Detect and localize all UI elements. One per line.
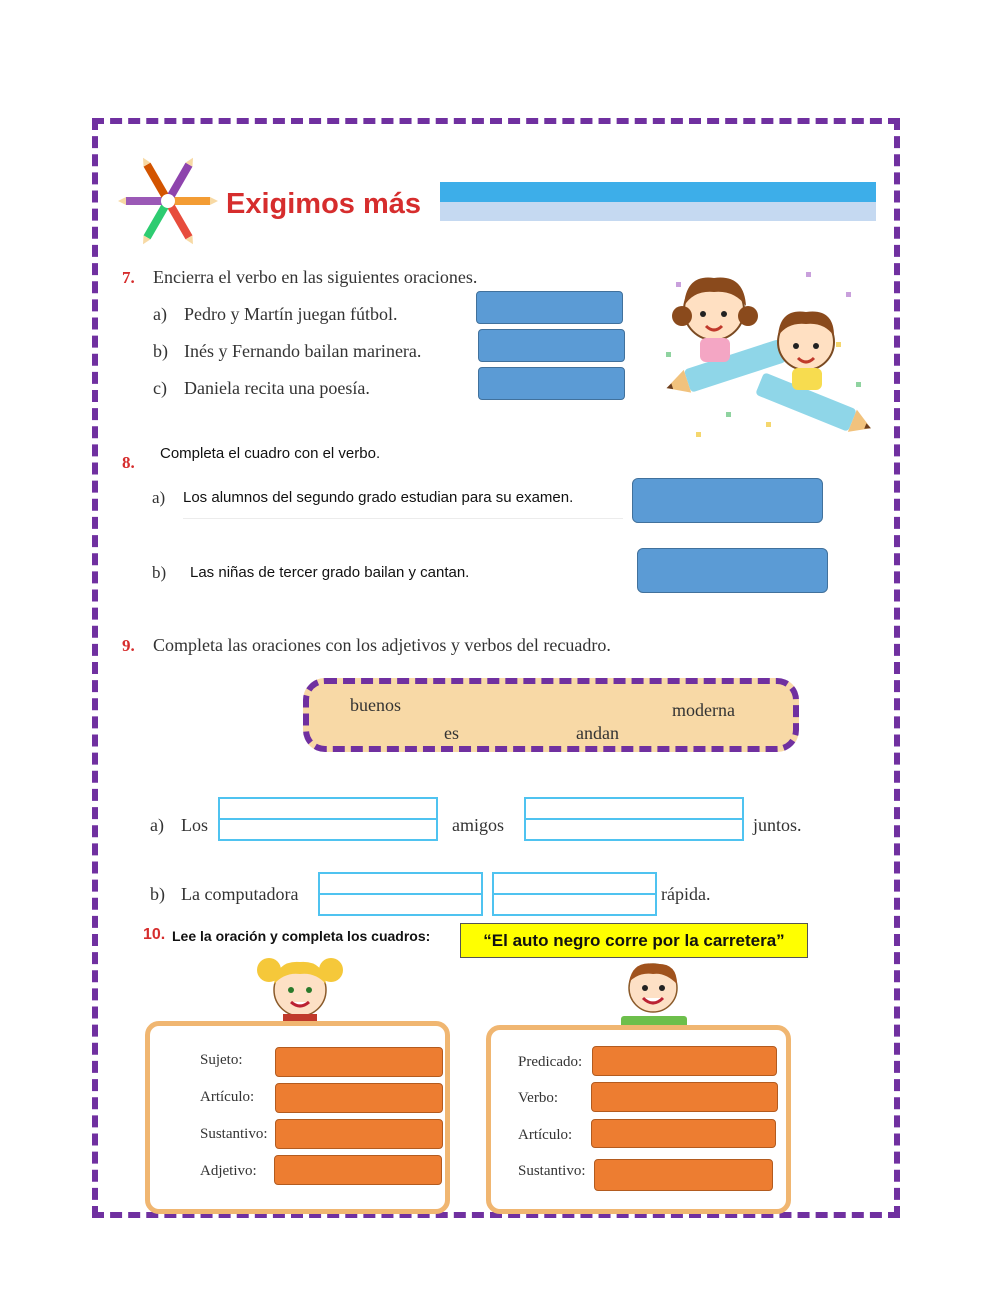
q8-number: 8. [122, 453, 135, 472]
boy-character-illustration [605, 958, 695, 1030]
answer-predicado-box[interactable] [592, 1046, 777, 1076]
q9-line-b-letter: b) [150, 884, 165, 904]
q9-line-b-end: rápida. [661, 884, 711, 904]
q7-answer-c-box[interactable] [478, 367, 625, 400]
section-title: Exigimos más [226, 188, 422, 220]
q7-item-c-text: Daniela recita una poesía. [184, 378, 370, 398]
q9-a-blank-1-bottom[interactable] [218, 818, 438, 841]
q9-a-blank-2-top[interactable] [524, 797, 744, 820]
q10-prompt: Lee la oración y completa los cuadros: [172, 928, 431, 944]
label-sustantivo-left: Sustantivo: [200, 1126, 268, 1142]
q8-item-b-text: Las niñas de tercer grado bailan y cantan. [190, 564, 470, 581]
label-predicado: Predicado: [518, 1054, 583, 1070]
q9-line-a-middle: amigos [452, 815, 504, 835]
word-bank-buenos: buenos [350, 695, 401, 715]
q7-item-a-text: Pedro y Martín juegan fútbol. [184, 304, 398, 324]
q7-item-a-letter: a) [153, 304, 167, 324]
q9-b-blank-1-top[interactable] [318, 872, 483, 895]
q9-a-blank-2-bottom[interactable] [524, 818, 744, 841]
answer-sujeto-box[interactable] [275, 1047, 443, 1077]
q10-sentence-box: “El auto negro corre por la carretera” [460, 923, 808, 958]
q10-number: 10. [143, 926, 166, 943]
word-bank-es: es [444, 723, 459, 743]
answer-sustantivo-right-box[interactable] [594, 1159, 773, 1191]
q7-prompt: Encierra el verbo en las siguientes oraciones. [153, 267, 478, 287]
label-sustantivo-right: Sustantivo: [518, 1163, 586, 1179]
label-sujeto: Sujeto: [200, 1052, 243, 1068]
answer-articulo-right-box[interactable] [591, 1119, 776, 1148]
q9-prompt: Completa las oraciones con los adjetivos y verbos del recuadro. [153, 635, 611, 655]
q9-b-blank-2-bottom[interactable] [492, 893, 657, 916]
kids-on-pencils-illustration [656, 262, 876, 444]
label-articulo-right: Artículo: [518, 1127, 573, 1143]
q9-line-a-start: Los [181, 815, 208, 835]
q8-answer-a-box[interactable] [632, 478, 823, 523]
label-verbo: Verbo: [518, 1090, 558, 1106]
q7-item-c-letter: c) [153, 378, 167, 398]
q8-item-b-letter: b) [152, 563, 167, 582]
q7-item-b-text: Inés y Fernando bailan marinera. [184, 341, 422, 361]
answer-adjetivo-box[interactable] [274, 1155, 442, 1185]
q9-b-blank-1-bottom[interactable] [318, 893, 483, 916]
girl-character-illustration [255, 952, 345, 1024]
word-bank-andan: andan [576, 723, 619, 743]
q8-item-a-underline [183, 518, 623, 519]
word-bank-moderna: moderna [672, 700, 735, 720]
q7-item-b-letter: b) [153, 341, 168, 361]
q7-answer-b-box[interactable] [478, 329, 625, 362]
label-articulo-left: Artículo: [200, 1089, 255, 1105]
q7-answer-a-box[interactable] [476, 291, 623, 324]
answer-sustantivo-left-box[interactable] [275, 1119, 443, 1149]
q9-line-a-end: juntos. [753, 815, 802, 835]
pencils-logo-icon [118, 155, 218, 247]
answer-verbo-box[interactable] [591, 1082, 778, 1112]
q9-b-blank-2-top[interactable] [492, 872, 657, 895]
q8-prompt: Completa el cuadro con el verbo. [160, 445, 381, 462]
label-adjetivo: Adjetivo: [200, 1163, 257, 1179]
header-bar-bottom [440, 202, 876, 221]
q8-item-a-letter: a) [152, 488, 166, 507]
q9-number: 9. [122, 636, 135, 655]
q8-answer-b-box[interactable] [637, 548, 828, 593]
q9-a-blank-1-top[interactable] [218, 797, 438, 820]
q9-line-a-letter: a) [150, 815, 164, 835]
answer-articulo-left-box[interactable] [275, 1083, 443, 1113]
q9-line-b-start: La computadora [181, 884, 299, 904]
q8-item-a-text: Los alumnos del segundo grado estudian para su examen. [183, 489, 574, 506]
q7-number: 7. [122, 268, 135, 287]
header-bar-top [440, 182, 876, 202]
